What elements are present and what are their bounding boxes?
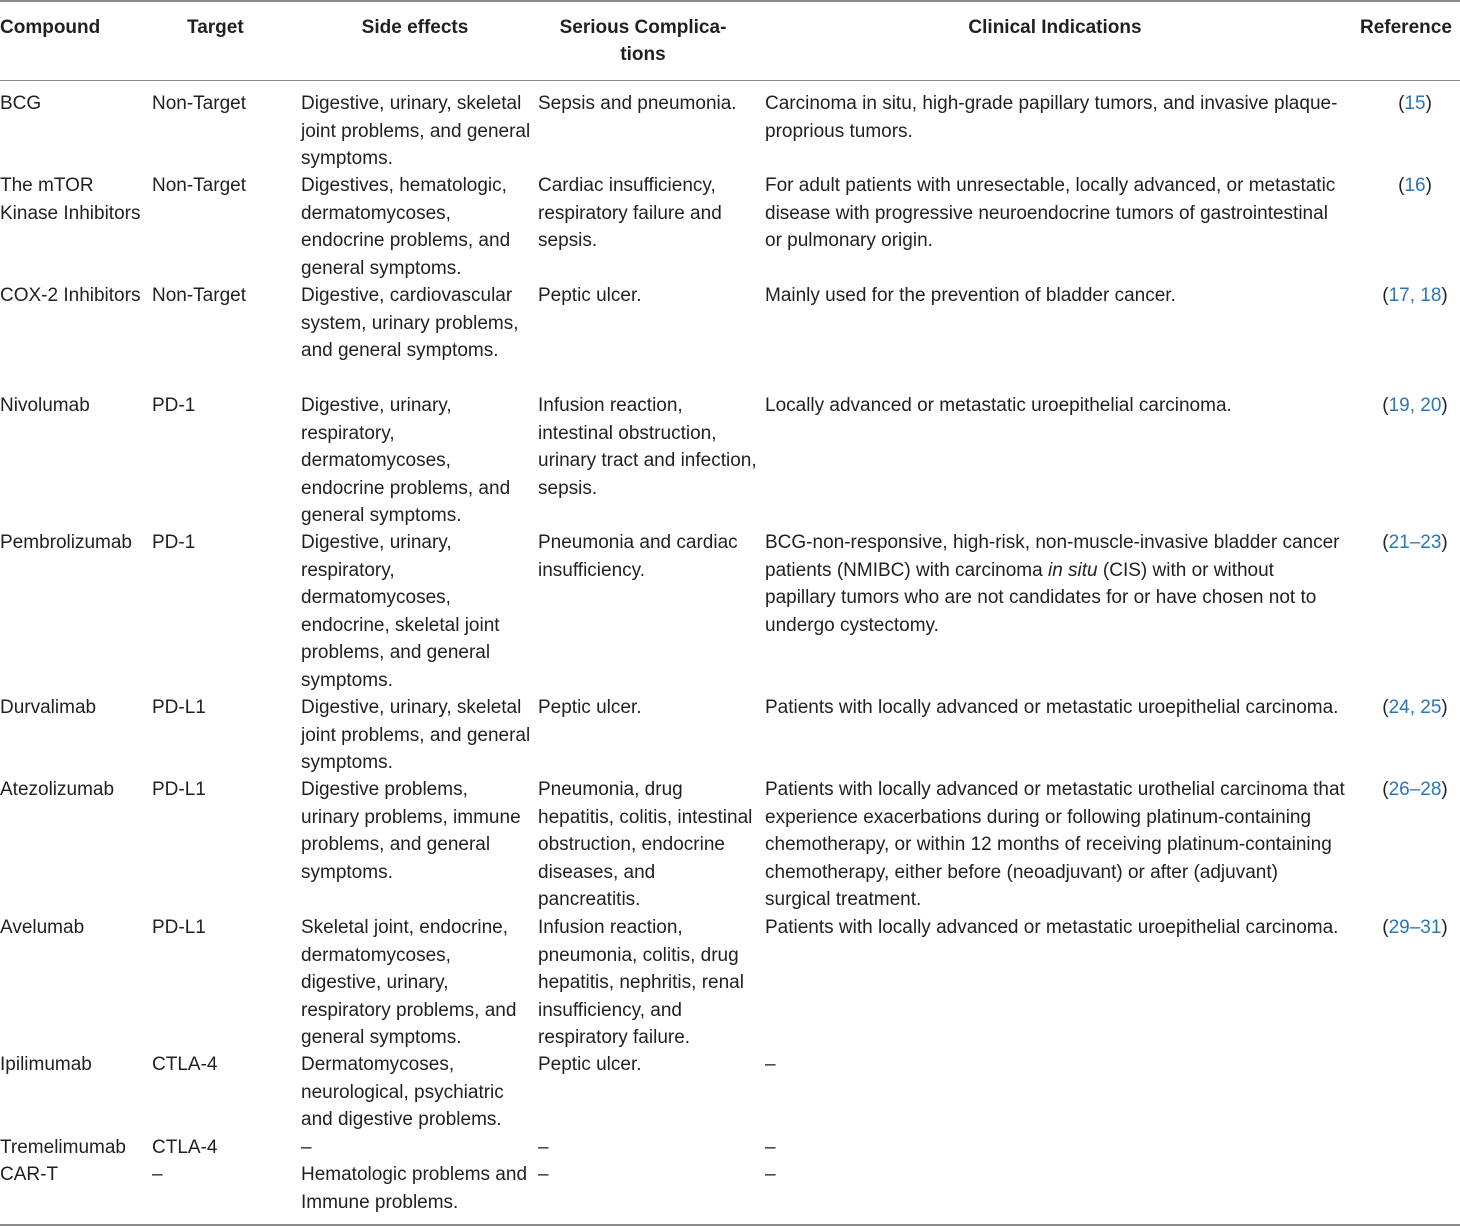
cell-side-effects: Digestive, urinary, skeletal joint problems, and general symptoms. xyxy=(301,93,531,169)
cell-target: CTLA-4 xyxy=(152,1054,218,1075)
table-top-rule xyxy=(0,0,1460,2)
cell-clinical-indications: Patients with locally advanced or metastatic uroepithelial carcinoma. xyxy=(765,697,1339,718)
header-target: Target xyxy=(187,17,244,38)
header-compound: Compound xyxy=(0,17,101,38)
cell-clinical-indications: – xyxy=(765,1054,776,1075)
reference-link[interactable]: 16 xyxy=(1404,175,1426,196)
cell-compound: Atezolizumab xyxy=(0,779,115,800)
reference-link[interactable]: 17, 18 xyxy=(1388,285,1442,306)
cell-side-effects: Digestives, hematologic, dermatomycoses, endocrine problems, and general symptoms. xyxy=(301,175,511,279)
cell-clinical-indications: Carcinoma in situ, high-grade papillary tumors, and invasive plaque-proprious tumors. xyxy=(765,93,1338,142)
cell-clinical-indications: Mainly used for the prevention of bladder cancer. xyxy=(765,285,1176,306)
cell-compound: Avelumab xyxy=(0,917,85,938)
header-reference: Reference xyxy=(1360,17,1452,38)
cell-side-effects: Skeletal joint, endocrine, dermatomycoses, digestive, urinary, respiratory problems, and general symptoms. xyxy=(301,917,517,1048)
cell-serious-complications: Pneumonia and cardiac insufficiency. xyxy=(538,532,738,581)
cell-reference: (17, 18) xyxy=(1382,285,1448,306)
cell-serious-complications: – xyxy=(538,1164,549,1185)
cell-clinical-indications: Locally advanced or metastatic uroepithelial carcinoma. xyxy=(765,395,1232,416)
cell-serious-complications: – xyxy=(538,1137,549,1158)
cell-compound: Tremelimumab xyxy=(0,1137,126,1158)
cell-side-effects: – xyxy=(301,1137,312,1158)
reference-link[interactable]: 19, 20 xyxy=(1388,395,1442,416)
cell-clinical-indications: – xyxy=(765,1164,776,1185)
cell-compound: CAR-T xyxy=(0,1164,59,1185)
cell-reference: (26–28) xyxy=(1382,779,1448,800)
cell-reference: (16) xyxy=(1398,175,1432,196)
cell-reference: (29–31) xyxy=(1382,917,1448,938)
reference-link[interactable]: 26–28 xyxy=(1388,779,1442,800)
cell-side-effects: Digestive, cardiovascular system, urinary problems, and general symptoms. xyxy=(301,285,519,361)
table-bottom-rule xyxy=(0,1224,1460,1226)
cell-compound: Durvalimab xyxy=(0,697,97,718)
cell-clinical-indications: Patients with locally advanced or metastatic uroepithelial carcinoma. xyxy=(765,917,1339,938)
cell-serious-complications: Pneumonia, drug hepatitis, colitis, intestinal obstruction, endocrine diseases, and pancreatitis. xyxy=(538,779,753,910)
cell-compound: Nivolumab xyxy=(0,395,90,416)
cell-compound: The mTOR Kinase Inhibitors xyxy=(0,175,141,224)
cell-side-effects: Digestive, urinary, respiratory, dermatomycoses, endocrine problems, and general symptoms. xyxy=(301,395,511,526)
cell-compound: BCG xyxy=(0,93,42,114)
cell-serious-complications: Sepsis and pneumonia. xyxy=(538,93,737,114)
cell-target: Non-Target xyxy=(152,93,246,114)
cell-compound: Ipilimumab xyxy=(0,1054,92,1075)
cell-serious-complications: Cardiac insufficiency, respiratory failure and sepsis. xyxy=(538,175,722,251)
cell-target: CTLA-4 xyxy=(152,1137,218,1158)
cell-clinical-indications: BCG-non-responsive, high-risk, non-muscle-invasive bladder cancer patients (NMIBC) with carcinoma in situ (CIS) with or without papillary tumors who are not candidates for or have chosen not to undergo cystectomy. xyxy=(765,532,1340,636)
cell-target: – xyxy=(152,1164,163,1185)
reference-link[interactable]: 29–31 xyxy=(1388,917,1442,938)
cell-side-effects: Digestive problems, urinary problems, immune problems, and general symptoms. xyxy=(301,779,521,883)
in-situ-italic: in situ xyxy=(1047,559,1098,581)
cell-compound: Pembrolizumab xyxy=(0,532,132,553)
cell-serious-complications: Infusion reaction, intestinal obstruction, urinary tract and infection, sepsis. xyxy=(538,395,757,499)
cell-serious-complications: Peptic ulcer. xyxy=(538,697,642,718)
cell-side-effects: Digestive, urinary, respiratory, dermatomycoses, endocrine, skeletal joint problems, and general symptoms. xyxy=(301,532,500,691)
reference-link[interactable]: 15 xyxy=(1404,93,1426,114)
cell-clinical-indications: For adult patients with unresectable, locally advanced, or metastatic disease with progressive neuroendocrine tumors of gastrointestinal or pulmonary origin. xyxy=(765,175,1336,251)
cell-reference: (19, 20) xyxy=(1382,395,1448,416)
cell-target: PD-1 xyxy=(152,395,196,416)
reference-link[interactable]: 24, 25 xyxy=(1388,697,1442,718)
cell-side-effects: Digestive, urinary, skeletal joint problems, and general symptoms. xyxy=(301,697,531,773)
cell-target: PD-1 xyxy=(152,532,196,553)
cell-reference: (21–23) xyxy=(1382,532,1448,553)
cell-serious-complications: Peptic ulcer. xyxy=(538,285,642,306)
cell-target: PD-L1 xyxy=(152,697,206,718)
header-side-effects: Side effects xyxy=(361,17,469,38)
cell-side-effects: Dermatomycoses, neurological, psychiatric and digestive problems. xyxy=(301,1054,504,1130)
cell-target: Non-Target xyxy=(152,175,246,196)
cell-target: PD-L1 xyxy=(152,779,206,800)
cell-target: Non-Target xyxy=(152,285,246,306)
header-serious-complications: Serious Complica- tions xyxy=(559,17,727,65)
cell-reference: (15) xyxy=(1398,93,1432,114)
cell-reference: (24, 25) xyxy=(1382,697,1448,718)
cell-serious-complications: Peptic ulcer. xyxy=(538,1054,642,1075)
cell-clinical-indications: – xyxy=(765,1137,776,1158)
cell-side-effects: Hematologic problems and Immune problems. xyxy=(301,1164,528,1213)
cell-clinical-indications: Patients with locally advanced or metastatic urothelial carcinoma that experience exacerbations during or following platinum-containing chemotherapy, or within 12 months of receiving platinum-containing chemotherapy, either before (neoadjuvant) or after (adjuvant) surgical treatment. xyxy=(765,779,1345,910)
cell-serious-complications: Infusion reaction, pneumonia, colitis, drug hepatitis, nephritis, renal insufficiency, and respiratory failure. xyxy=(538,917,744,1048)
reference-link[interactable]: 21–23 xyxy=(1388,532,1442,553)
cell-target: PD-L1 xyxy=(152,917,206,938)
cell-compound: COX-2 Inhibitors xyxy=(0,285,141,306)
header-clinical-indications: Clinical Indications xyxy=(968,17,1142,38)
header-rule xyxy=(0,80,1460,81)
